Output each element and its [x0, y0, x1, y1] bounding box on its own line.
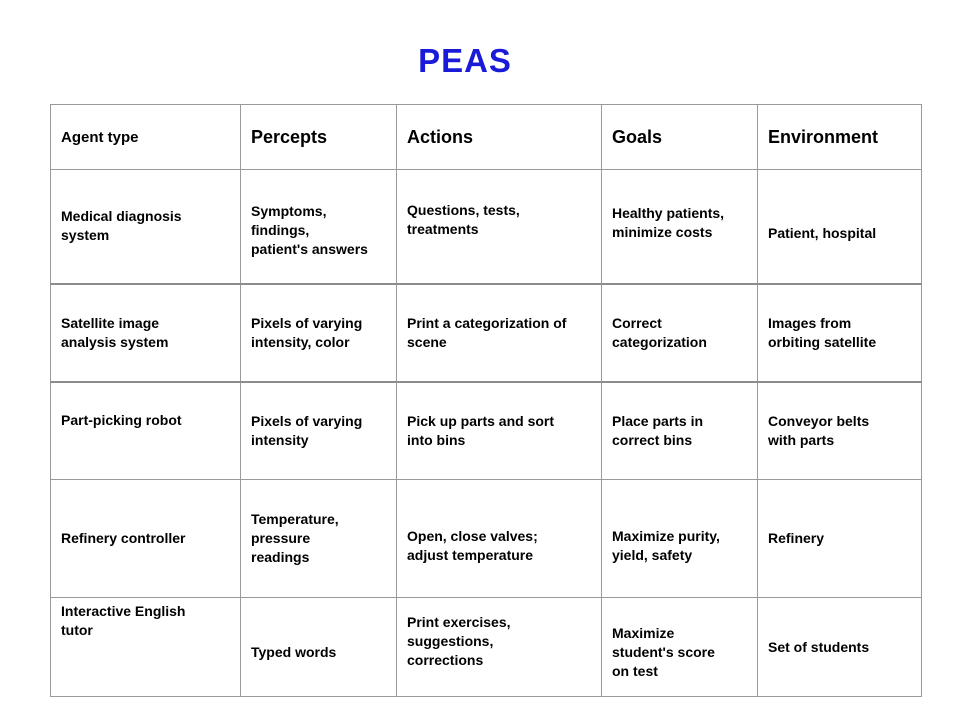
cell-agent-type: Part-picking robot: [51, 382, 241, 480]
cell-percepts: Temperature, pressure readings: [241, 480, 397, 598]
cell-goals: Healthy patients, minimize costs: [602, 170, 758, 284]
cell-agent-type: Refinery controller: [51, 480, 241, 598]
cell-environment: Patient, hospital: [758, 170, 922, 284]
cell-percepts: Symptoms, findings, patient's answers: [241, 170, 397, 284]
page-title: PEAS: [418, 42, 512, 79]
cell-environment: Images from orbiting satellite: [758, 284, 922, 382]
header-goals: Goals: [602, 105, 758, 170]
cell-goals: Correct categorization: [602, 284, 758, 382]
cell-environment: Refinery: [758, 480, 922, 598]
table-row: [51, 170, 922, 284]
table-header-row: [51, 105, 922, 170]
table-row: [51, 284, 922, 382]
table-row: [51, 382, 922, 480]
cell-actions: Pick up parts and sort into bins: [397, 382, 602, 480]
cell-actions: Print a categorization of scene: [397, 284, 602, 382]
cell-environment: Set of students: [758, 598, 922, 697]
cell-actions: Questions, tests, treatments: [397, 170, 602, 284]
cell-agent-type: Interactive English tutor: [51, 598, 241, 697]
cell-agent-type: Medical diagnosis system: [51, 170, 241, 284]
cell-agent-type: Satellite image analysis system: [51, 284, 241, 382]
peas-table: [50, 104, 922, 697]
cell-goals: Maximize student's score on test: [602, 598, 758, 697]
cell-percepts: Typed words: [241, 598, 397, 697]
table-row: [51, 598, 922, 697]
header-agent-type: Agent type: [51, 105, 241, 170]
cell-percepts: Pixels of varying intensity: [241, 382, 397, 480]
header-actions: Actions: [397, 105, 602, 170]
cell-goals: Maximize purity, yield, safety: [602, 480, 758, 598]
cell-environment: Conveyor belts with parts: [758, 382, 922, 480]
header-percepts: Percepts: [241, 105, 397, 170]
cell-goals: Place parts in correct bins: [602, 382, 758, 480]
cell-actions: Print exercises, suggestions, corrections: [397, 598, 602, 697]
cell-actions: Open, close valves; adjust temperature: [397, 480, 602, 598]
table-row: [51, 480, 922, 598]
cell-percepts: Pixels of varying intensity, color: [241, 284, 397, 382]
header-environment: Environment: [758, 105, 922, 170]
